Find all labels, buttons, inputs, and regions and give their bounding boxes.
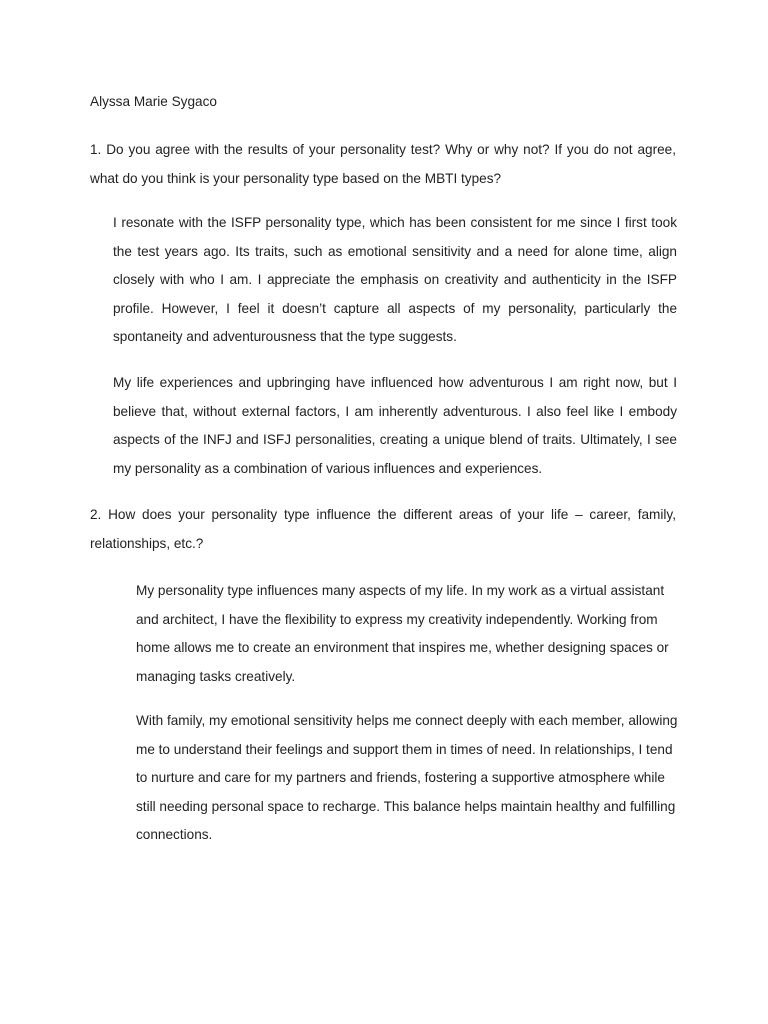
question-2: 2. How does your personality type influence the different areas of your life – career, family, relationships, etc.? bbox=[90, 507, 676, 551]
answer-2-paragraph-1: My personality type influences many aspects of my life. In my work as a virtual assistant and architect, I have the flexibility to express my creativity independently. Working from home allows me to create an environment that inspires me, whether designing spaces or managing tasks creatively. bbox=[136, 583, 669, 684]
author-name: Alyssa Marie Sygaco bbox=[90, 94, 217, 109]
answer-2-paragraph-2: With family, my emotional sensitivity helps me connect deeply with each member, allowing me to understand their feelings and support them in times of need. In relationships, I tend to nurture and care for my partners and friends, fostering a supportive atmosphere while still needing personal space to recharge. This balance helps maintain healthy and fulfilling connections. bbox=[136, 713, 678, 842]
answer-1-paragraph-2: My life experiences and upbringing have influenced how adventurous I am right now, but I believe that, without external factors, I am inherently adventurous. I also feel like I embody aspects of the INFJ and ISFJ personalities, creating a unique blend of traits. Ultimately, I see my personality as a combination of various influences and experiences. bbox=[113, 375, 677, 476]
answer-1-paragraph-1: I resonate with the ISFP personality type, which has been consistent for me since I first took the test years ago. Its traits, such as emotional sensitivity and a need for alone time, align closely with who I am. I appreciate the emphasis on creativity and authenticity in the ISFP profile. However, I feel it doesn’t capture all aspects of my personality, particularly the spontaneity and adventurousness that the type suggests. bbox=[113, 215, 677, 344]
question-1: 1. Do you agree with the results of your personality test? Why or why not? If you do not agree, what do you think is your personality type based on the MBTI types? bbox=[90, 142, 676, 186]
